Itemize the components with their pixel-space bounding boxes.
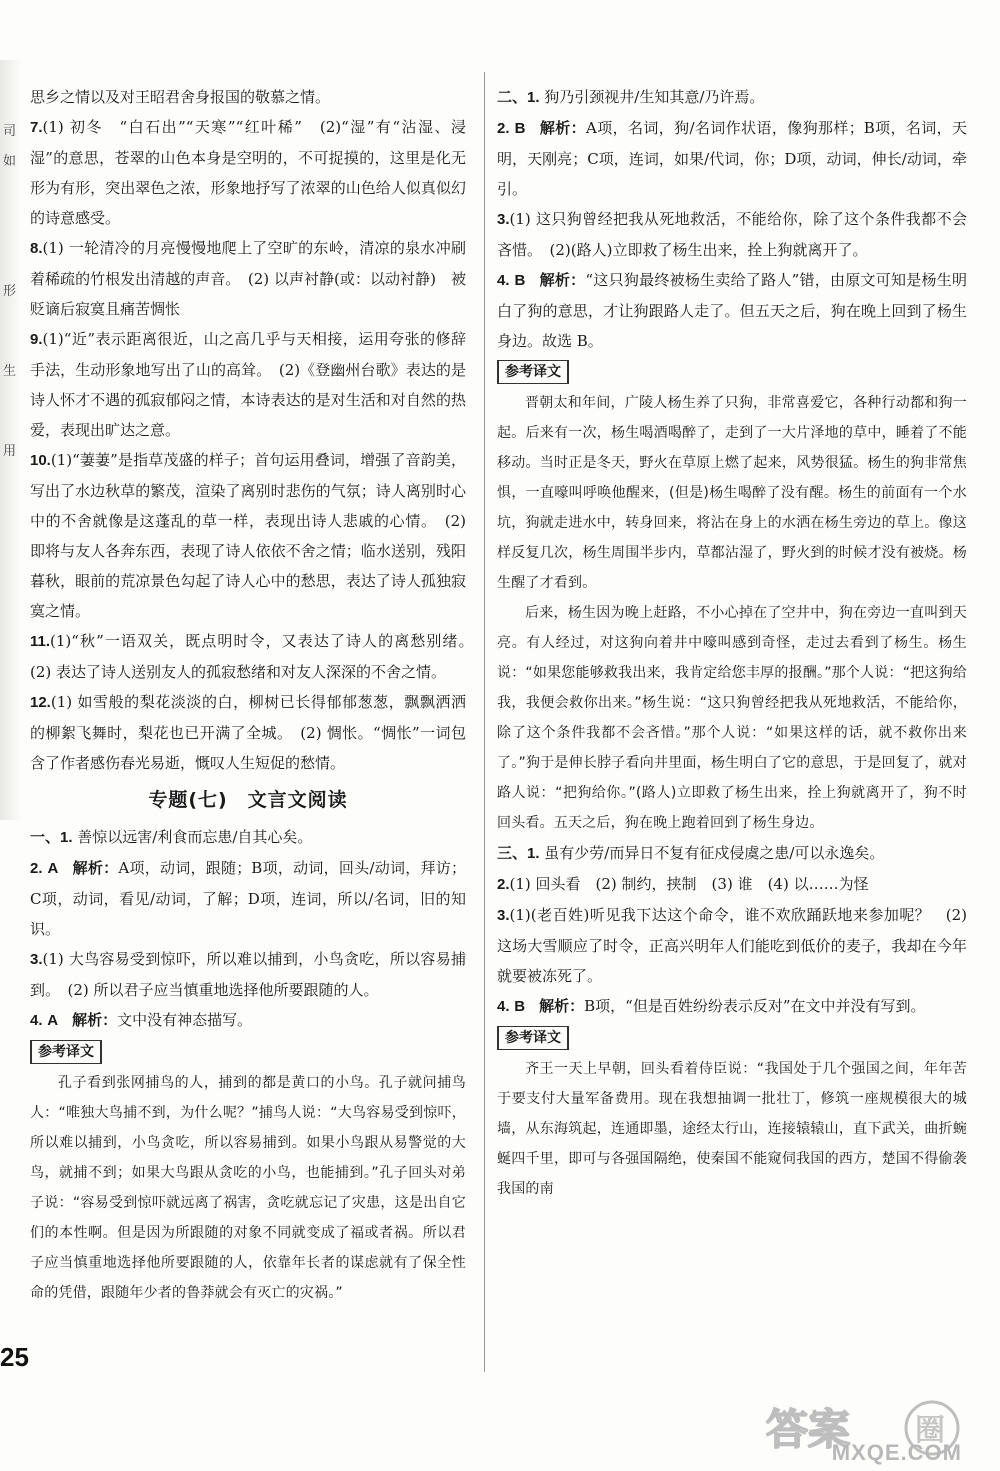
- question-number: 4.: [497, 998, 510, 1015]
- answer-2-4: [497, 265, 967, 356]
- answer-9: [30, 324, 466, 445]
- answer-3-4: [497, 991, 967, 1022]
- reference-translation: 齐王一天上早朝，回头看着侍臣说：“我国处于几个强国之间，年年苦于要支付大量军备费用。现在我想抽调一批壮丁，修筑一座规模很大的城墙，从东海筑起，连通即墨，途经太行山，连接辕辕山，直下武关，曲折蜿蜒四千里，即可与各强国隔绝，使秦国不能窥伺我国的西方，楚国不得偷袭我国的南: [497, 1061, 967, 1197]
- question-number: 10.: [30, 452, 51, 469]
- question-number: 3.: [497, 211, 510, 228]
- answer-10: [30, 445, 466, 626]
- answer-text: (1) 大鸟容易受到惊吓，所以难以捕到，小鸟贪吃，所以容易捕到。 (2) 所以君子应当慎重地选择他所要跟随的人。: [30, 950, 466, 999]
- book-spine-shadow: [0, 60, 20, 820]
- answer-text: A项，名词，狗/名词作状语，像狗那样；B项，名词，天明，天刚亮；C项，连词，如果/代词，你；D项，动词，伸长/动词，牵引。: [497, 119, 967, 198]
- question-number: 12.: [30, 694, 51, 711]
- analysis-label: 解析：: [539, 997, 585, 1015]
- choice-letter: A: [47, 860, 59, 877]
- svg-text:答案: 答案: [766, 1405, 851, 1454]
- answer-text: 文中没有神态描写。: [117, 1011, 253, 1029]
- reference-translation: 孔子看到张网捕鸟的人，捕到的都是黄口的小鸟。孔子就问捕鸟人：“唯独大鸟捕不到，为什么呢？”捕鸟人说：“大鸟容易受到惊吓，所以难以捕到，小鸟贪吃，所以容易捕到。如果小鸟跟从易警觉的大鸟，就捕不到；如果大鸟跟从贪吃的小鸟，也能捕到。”孔子回头对弟子说：“容易受到惊吓就远离了祸害，贪吃就忘记了灾患，这是出自它们的本性啊。但是因为所跟随的对象不同就变成了福或者祸。所以君子应当慎重地选择他所要跟随的人，依靠年长者的谋虑就有了保全性命的凭借，跟随年少者的鲁莽就会有灭亡的灾祸。”: [30, 1075, 466, 1301]
- answer-text: (1) 一轮清冷的月亮慢慢地爬上了空旷的东岭，清凉的泉水冲刷着稀疏的竹根发出清越的声音。 (2) 以声衬静(或：以动衬静) 被贬谪后寂寞且痛苦惆怅: [30, 239, 466, 318]
- reference-translation-label: 参考译文: [497, 1026, 569, 1050]
- choice-letter: B: [514, 272, 526, 289]
- page-number: 25: [0, 1342, 29, 1372]
- answer-text: (1)“秋”一语双关，既点明时令，又表达了诗人的离愁别绪。 (2) 表达了诗人送别友人的孤寂愁绪和对友人深深的不舍之情。: [30, 632, 482, 681]
- analysis-label: 解析：: [72, 1011, 118, 1029]
- answer-2-2: [497, 113, 967, 204]
- question-number: 4.: [497, 272, 510, 289]
- answer-text: “这只狗最终被杨生卖给了路人”错，由原文可知是杨生明白了狗的意思，才让狗跟路人走了。但五天之后，狗在晚上回到了杨生身边。故选 B。: [497, 271, 967, 350]
- choice-letter: B: [514, 120, 526, 137]
- answer-2-3: [497, 204, 967, 265]
- answer-text: (1) 初冬 “白石出”“天寒”“红叶稀” (2)“湿”有“沾湿、浸湿”的意思，苍翠的山色本身是空明的，不可捉摸的，这里是化无形为有形，突出翠色之浓，形象地抒写了浓翠的山色给人似真似幻的诗意感受。: [30, 118, 466, 227]
- question-number: 一、1.: [30, 829, 73, 846]
- svg-text:圈: 圈: [915, 1413, 945, 1448]
- answer-text: 善惊以远害/利食而忘患/自其心矣。: [77, 828, 313, 846]
- answer-text: 狗乃引颈视井/生知其意/乃许焉。: [544, 88, 765, 106]
- question-number: 8.: [30, 240, 43, 257]
- question-number: 3.: [30, 951, 43, 968]
- question-number: 二、1.: [497, 89, 540, 106]
- left-column: [30, 82, 482, 1308]
- spine-char: 如: [3, 154, 17, 169]
- answer-text: A项，动词，跟随；B项，动词，回头/动词，拜访；C项，动词，看见/动词，了解；D项，连词，所以/名词，旧的知识。: [30, 859, 466, 938]
- answer-1-2: [30, 853, 466, 944]
- answer-1-4: [30, 1005, 466, 1036]
- answer-3-1: [497, 838, 967, 869]
- answer-text: 虽有少劳/而异日不复有征戍侵虞之患/可以永逸矣。: [544, 844, 885, 862]
- reference-translation-label: 参考译文: [497, 360, 569, 384]
- spine-char: 用: [3, 444, 17, 459]
- question-number: 三、1.: [497, 845, 540, 862]
- question-number: 4.: [30, 1012, 43, 1029]
- right-column: [497, 82, 967, 1204]
- spine-char: 形: [3, 284, 17, 299]
- answer-text: (1) 如雪般的梨花淡淡的白，柳树已长得郁郁葱葱，飘飘洒洒的柳絮飞舞时，梨花也已开满了全城。 (2) 惆怅。“惆怅”一词包含了作者感伤春光易逝，慨叹人生短促的愁情。: [30, 693, 466, 772]
- answer-3-3: [497, 900, 967, 991]
- section-title: 专题(七) 文言文阅读: [148, 789, 348, 811]
- choice-letter: B: [514, 998, 526, 1015]
- answer-text: (1)“萋萋”是指草茂盛的样子；首句运用叠词，增强了音韵美，写出了水边秋草的繁茂，渲染了离别时悲伤的气氛；诗人离别时心中的不舍就像是这蓬乱的草一样，表现出诗人悲戚的心情。 (2) 即将与友人各奔东西，表现了诗人依依不舍之情；临水送别，残阳暮秋，眼前的荒凉景色勾起了诗人心中的愁思，表达了诗人孤独寂寞之情。: [30, 451, 466, 620]
- question-number: 9.: [30, 331, 43, 348]
- question-number: 2.: [30, 860, 43, 877]
- answer-text: (1) 这只狗曾经把我从死地救活，不能给你，除了这个条件我都不会吝惜。 (2)(路人)立即救了杨生出来，拴上狗就离开了。: [497, 210, 967, 259]
- spine-char: 司: [3, 124, 17, 139]
- watermark-url: MXQE.COM: [831, 1440, 962, 1465]
- answer-11: [30, 626, 482, 687]
- answer-text: (1)“近”表示距离很近，山之高几乎与天相接，运用夸张的修辞手法，生动形象地写出了山的高耸。 (2)《登幽州台歌》表达的是诗人怀才不遇的孤寂郁闷之情，本诗表达的是对生活和对自然的热爱，表现出旷达之意。: [30, 330, 466, 439]
- spine-char: 生: [3, 364, 17, 379]
- answer-text: (1) 回头看 (2) 制约，挟制 (3) 谁 (4) 以……为怪: [509, 875, 869, 893]
- answer-3-2: [497, 869, 967, 900]
- column-divider: [484, 72, 485, 1372]
- question-number: 11.: [30, 633, 51, 650]
- answer-8: [30, 233, 466, 324]
- answer-text: (1)(老百姓)听见我下达这个命令，谁不欢欣踊跃地来参加呢？ (2) 这场大雪顺应了时令，正高兴明年人们能吃到低价的麦子，我却在今年就要被冻死了。: [497, 906, 967, 985]
- answer-text: B项，“但是百姓纷纷表示反对”在文中并没有写到。: [584, 997, 926, 1015]
- analysis-label: 解析：: [539, 119, 587, 137]
- choice-letter: A: [47, 1012, 59, 1029]
- analysis-label: 解析：: [72, 859, 119, 877]
- answer-1-3: [30, 944, 466, 1005]
- reference-translation: 晋朝太和年间，广陵人杨生养了只狗，非常喜爱它，各种行动都和狗一起。后来有一次，杨生喝酒喝醉了，走到了一大片泽地的草中，睡着了不能移动。当时正是冬天，野火在草原上燃了起来，风势很猛。杨生的狗非常焦惧，一直嚎叫呼唤他醒来，(但是)杨生喝醉了没有醒。杨生的前面有一个水坑，狗就走进水中，转身回来，将沾在身上的水洒在杨生旁边的草上。像这样反复几次，杨生周围半步内，草都沾湿了，野火到的时候才没有被烧。杨生醒了才看到。: [497, 395, 967, 591]
- question-number: 3.: [497, 907, 510, 924]
- analysis-label: 解析：: [539, 271, 586, 289]
- answer-1-1: [30, 822, 466, 853]
- answer-2-1: [497, 82, 967, 113]
- reference-translation-label: 参考译文: [30, 1040, 102, 1064]
- answer-7: [30, 112, 466, 233]
- intro-text: 思乡之情以及对王昭君舍身报国的敬慕之情。: [30, 88, 331, 106]
- question-number: 2.: [497, 120, 510, 137]
- answer-12: [30, 687, 466, 778]
- question-number: 2.: [497, 876, 510, 893]
- reference-translation: 后来，杨生因为晚上赶路，不小心掉在了空井中，狗在旁边一直叫到天亮。有人经过，对这狗向着井中嚎叫感到奇怪，走过去看到了杨生。杨生说：“如果您能够救我出来，我肯定给您丰厚的报酬。”那个人说：“把这狗给我，我便会救你出来。”杨生说：“这只狗曾经把我从死地救活，不能给你，除了这个条件我都不会吝惜。”那个人说：“如果这样的话，就不救你出来了。”狗于是伸长脖子看向井里面，杨生明白了它的意思，于是回复了，就对路人说：“把狗给你。”(路人)立即救了杨生出来，拴上狗就离开了，狗不时回头看。五天之后，狗在晚上跑着回到了杨生身边。: [497, 605, 967, 831]
- question-number: 7.: [30, 119, 43, 136]
